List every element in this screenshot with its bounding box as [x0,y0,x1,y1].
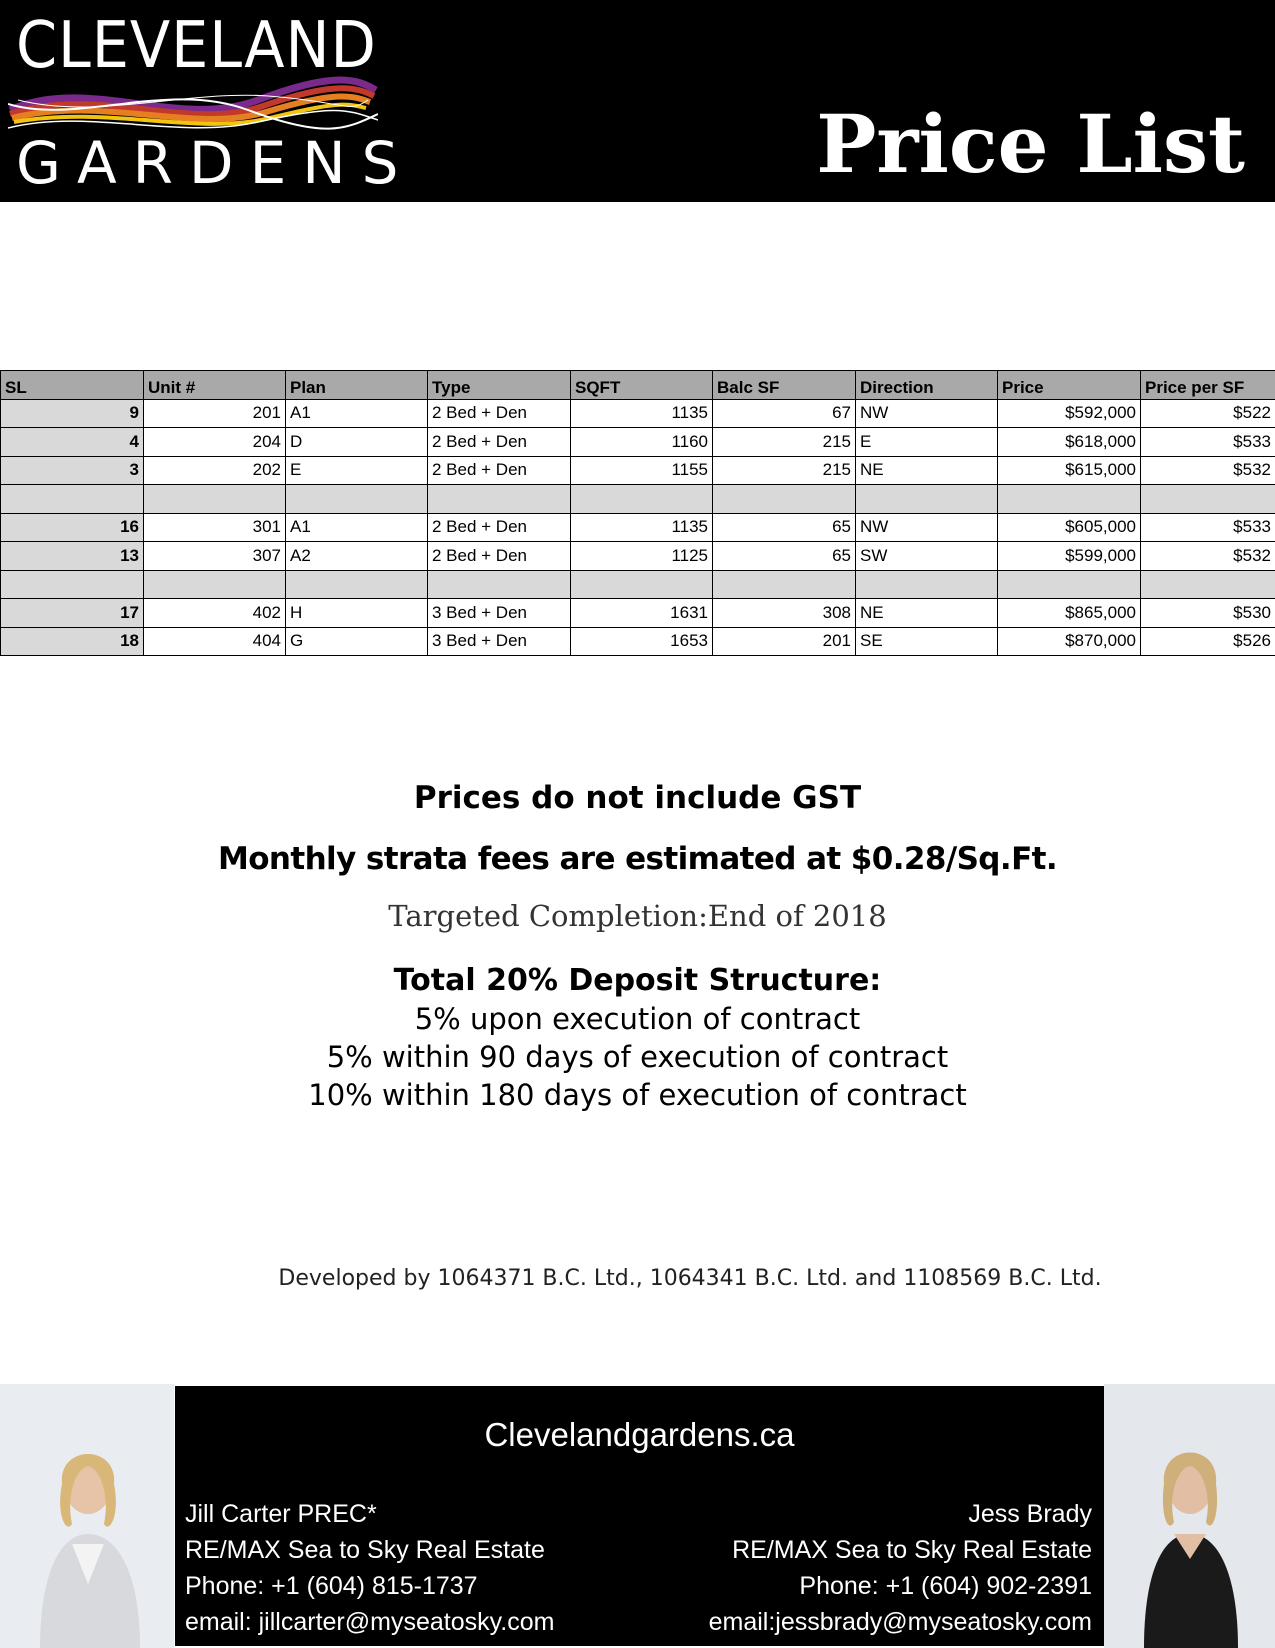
table-cell-unit: 402 [144,599,286,628]
table-cell-sl: 17 [1,599,144,628]
table-cell-plan: A1 [286,399,428,428]
column-header: Price [998,371,1141,400]
agent-name: Jess Brady [968,1500,1092,1528]
table-cell [144,485,286,514]
agent-email[interactable]: email:jessbrady@myseatosky.com [708,1608,1092,1636]
table-row [1,513,1275,542]
column-header: Unit # [144,371,286,400]
table-cell-ppsf: $530 [1141,599,1275,628]
agent-brokerage: RE/MAX Sea to Sky Real Estate [732,1536,1092,1564]
deposit-item: 5% upon execution of contract [414,1002,861,1036]
table-cell-sl: 13 [1,542,144,571]
table-cell-ppsf: $522 [1141,399,1275,428]
table-cell [1,570,144,599]
table-cell-sl: 9 [1,399,144,428]
table-cell-type: 2 Bed + Den [428,428,571,457]
table-cell-balc: 215 [713,456,856,485]
table-cell-unit: 202 [144,456,286,485]
table-cell-plan: E [286,456,428,485]
table-cell-type: 3 Bed + Den [428,599,571,628]
cleveland-gardens-logo [8,9,415,197]
table-cell-balc: 65 [713,513,856,542]
table-row [1,599,1275,628]
column-header: SL [1,371,144,400]
table-cell-type: 2 Bed + Den [428,399,571,428]
agent-portrait-icon [1104,1384,1275,1648]
agent-email[interactable]: email: jillcarter@myseatosky.com [185,1608,555,1636]
table-cell-price: $592,000 [998,399,1141,428]
table-spacer-row [1,570,1275,599]
table-header-row [1,371,1275,400]
table-cell-price: $615,000 [998,456,1141,485]
agent-name: Jill Carter PREC* [185,1500,377,1528]
agent-right-contact [709,1496,1092,1640]
table-cell-ppsf: $526 [1141,627,1275,656]
table-cell-sqft: 1160 [571,428,713,457]
table-cell-sqft: 1631 [571,599,713,628]
column-header: Type [428,371,571,400]
table-cell [144,570,286,599]
agent-portrait-icon [0,1384,174,1648]
table-cell-price: $618,000 [998,428,1141,457]
table-cell [428,570,571,599]
table-cell-sl: 4 [1,428,144,457]
table-row [1,627,1275,656]
column-header: SQFT [571,371,713,400]
table-cell-balc: 215 [713,428,856,457]
table-cell [856,570,998,599]
table-cell-type: 2 Bed + Den [428,513,571,542]
table-cell [571,570,713,599]
table-cell-plan: G [286,627,428,656]
developer-note: Developed by 1064371 B.C. Ltd., 1064341 B.C. Ltd. and 1108569 B.C. Ltd. [278,1266,1102,1291]
website-link[interactable]: Clevelandgardens.ca [484,1416,795,1453]
table-spacer-row [1,485,1275,514]
table-cell-balc: 65 [713,542,856,571]
logo-bottom-text: GARDENS [16,129,415,197]
column-header: Balc SF [713,371,856,400]
agent-brokerage: RE/MAX Sea to Sky Real Estate [185,1536,545,1564]
column-header: Plan [286,371,428,400]
table-cell [286,485,428,514]
table-cell-plan: A1 [286,513,428,542]
table-cell-direction: NW [856,513,998,542]
table-cell-price: $870,000 [998,627,1141,656]
completion-note: Targeted Completion:End of 2018 [388,899,887,933]
table-cell [571,485,713,514]
table-cell-plan: D [286,428,428,457]
agent-photo-jill [0,1384,174,1648]
table-cell [428,485,571,514]
table-cell-unit: 307 [144,542,286,571]
table-cell-sqft: 1125 [571,542,713,571]
contact-box [175,1386,1104,1646]
table-cell [1141,570,1275,599]
table-cell-type: 2 Bed + Den [428,456,571,485]
table-cell [713,570,856,599]
logo-top-text: CLEVELAND [16,9,377,83]
table-cell-direction: NE [856,456,998,485]
deposit-heading: Total 20% Deposit Structure: [393,963,882,998]
table-cell-direction: NE [856,599,998,628]
table-cell-plan: A2 [286,542,428,571]
table-cell-direction: E [856,428,998,457]
table-cell-unit: 301 [144,513,286,542]
table-row [1,399,1275,428]
table-cell-direction: SW [856,542,998,571]
table-cell-balc: 67 [713,399,856,428]
table-cell [286,570,428,599]
table-cell-balc: 308 [713,599,856,628]
column-header: Direction [856,371,998,400]
table-cell-sl: 3 [1,456,144,485]
table-cell [998,485,1141,514]
table-cell-sqft: 1135 [571,399,713,428]
table-cell-price: $605,000 [998,513,1141,542]
table-cell-ppsf: $533 [1141,513,1275,542]
table-cell-unit: 204 [144,428,286,457]
contact-footer [0,1384,1275,1648]
table-cell-sqft: 1653 [571,627,713,656]
table-row [1,456,1275,485]
table-cell-unit: 404 [144,627,286,656]
deposit-item: 5% within 90 days of execution of contract [326,1040,949,1074]
table-row [1,542,1275,571]
table-cell-sl: 16 [1,513,144,542]
table-cell-price: $865,000 [998,599,1141,628]
table-cell-ppsf: $532 [1141,542,1275,571]
table-cell-price: $599,000 [998,542,1141,571]
table-cell-unit: 201 [144,399,286,428]
table-cell [856,485,998,514]
table-cell-direction: SE [856,627,998,656]
agent-photo-jess [1104,1384,1275,1648]
table-cell-ppsf: $533 [1141,428,1275,457]
table-cell-sqft: 1135 [571,513,713,542]
table-cell-type: 2 Bed + Den [428,542,571,571]
table-cell-direction: NW [856,399,998,428]
table-cell [1141,485,1275,514]
page-title: Price List [816,97,1245,191]
table-row [1,428,1275,457]
table-cell-ppsf: $532 [1141,456,1275,485]
price-table [0,370,1275,656]
table-cell [713,485,856,514]
agent-phone[interactable]: Phone: +1 (604) 902-2391 [799,1572,1092,1600]
agent-left-contact [185,1496,554,1640]
deposit-structure [0,962,1275,1114]
table-cell-balc: 201 [713,627,856,656]
table-cell-sqft: 1155 [571,456,713,485]
table-cell-type: 3 Bed + Den [428,627,571,656]
table-cell [998,570,1141,599]
agent-phone[interactable]: Phone: +1 (604) 815-1737 [185,1572,478,1600]
deposit-item: 10% within 180 days of execution of contract [308,1078,967,1112]
strata-fee-note: Monthly strata fees are estimated at $0.28/Sq.Ft. [217,841,1058,877]
gst-note: Prices do not include GST [413,780,862,816]
table-cell [1,485,144,514]
column-header: Price per SF [1141,371,1275,400]
table-cell-plan: H [286,599,428,628]
table-cell-sl: 18 [1,627,144,656]
header-banner [0,0,1275,202]
